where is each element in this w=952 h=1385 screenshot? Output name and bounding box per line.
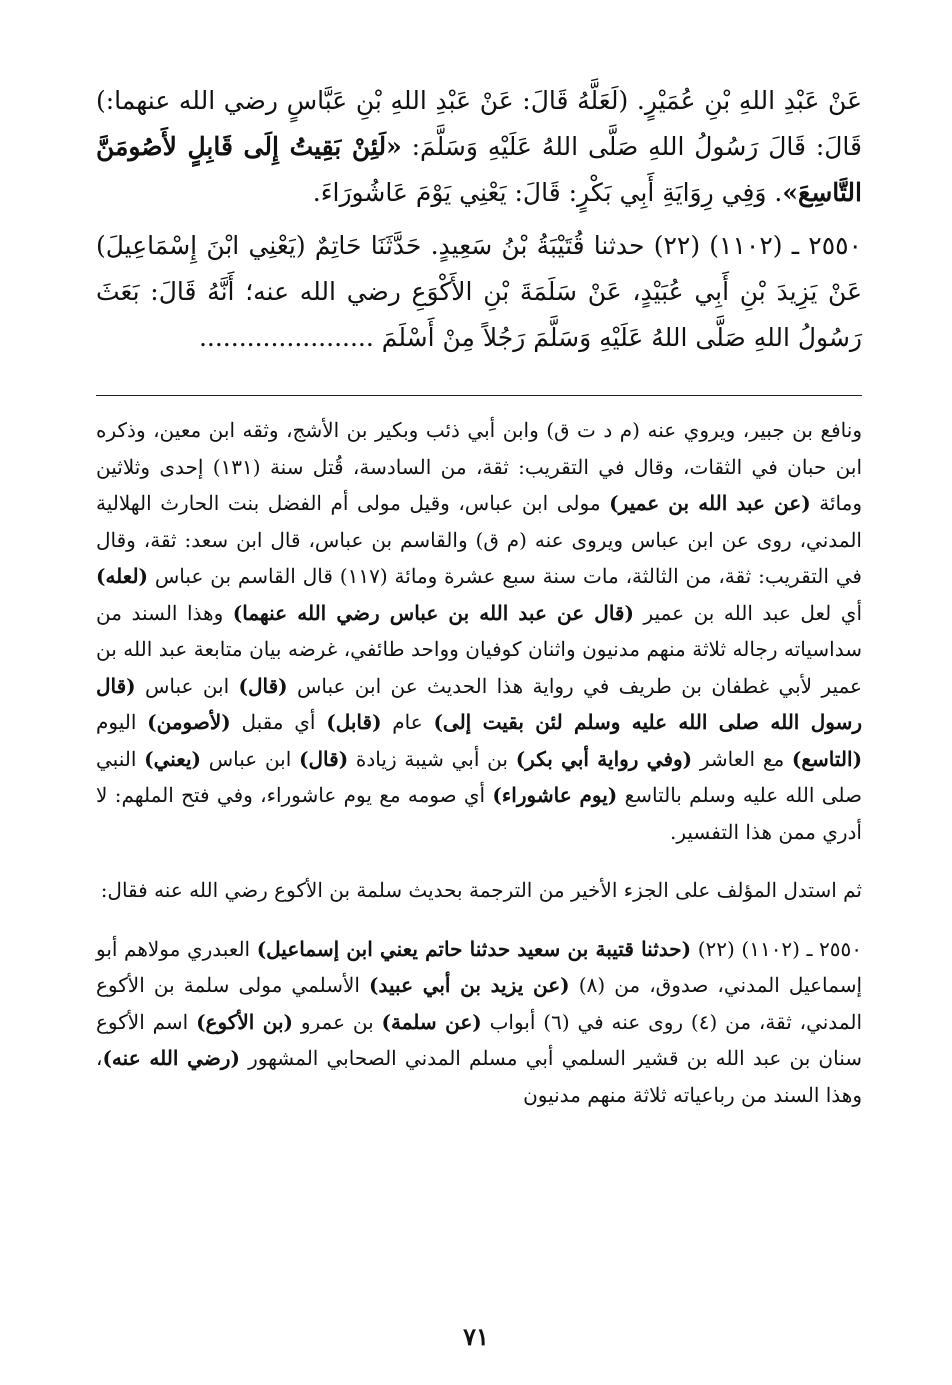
text-run-bold: (وفي رواية أبي بكر)	[515, 746, 693, 771]
footnote-divider	[96, 395, 862, 396]
text-run: مولى ابن عباس، وقيل مولى أم الفضل بنت الحارث الهلالية المدني، روى عن ابن عباس ويروى عنه (م ق) والقاسم بن عباس، قال ابن سعد: ثقة، وقال في التقريب: ثقة، من الثالثة، مات سنة سبع عشرة ومائة (١١٧) قال القاسم بن عباس	[96, 491, 862, 588]
text-run: مع العاشر	[692, 746, 792, 771]
text-run-bold: (التاسع)	[791, 746, 863, 771]
text-run: . وَفِي رِوَايَةِ أَبِي بَكْرٍ: قَالَ: يَعْنِي يَوْمَ عَاشُورَاءَ.	[312, 178, 783, 207]
text-run-bold: (لعله)	[96, 564, 149, 588]
text-run-bold: (بن الأكوع)	[196, 1009, 293, 1034]
text-run: ثم استدل المؤلف على الجزء الأخير من الترجمة بحديث سلمة بن الأكوع رضي الله عنه فقال:	[100, 878, 862, 902]
text-run: ابن عباس	[135, 673, 239, 698]
text-run: العبدري مولاهم أبو إسماعيل المدني، صدوق، من (٨)	[96, 936, 863, 997]
text-run: ٢٥٥٠ ـ (١١٠٢) (٢٢)	[691, 936, 862, 961]
commentary-paragraph-1	[96, 412, 862, 850]
text-run: أي لعل عبد الله بن عمير	[633, 600, 863, 625]
text-run-bold: (قال)	[299, 746, 349, 771]
commentary-paragraph-3	[96, 931, 862, 1114]
commentary-text	[96, 412, 862, 1113]
text-run-bold: (قال عن عبد الله بن عباس رضي الله عنهما)	[232, 600, 634, 625]
text-run: ٢٥٥٠ ـ (١١٠٢) (٢٢) حدثنا قُتَيْبَةُ بْنُ سَعِيدٍ. حَدَّثَنَا حَاتِمٌ (يَعْنِي ابْنَ إِسْمَاعِيلَ) عَنْ يَزِيدَ بْنِ أَبِي عُبَيْدٍ، عَنْ سَلَمَةَ بْنِ الأَكْوَعِ رضي الله عنه؛ أَنَّهُ قَالَ: بَعَثَ رَسُولُ اللهِ صَلَّى اللهُ عَلَيْهِ وَسَلَّمَ رَجُلاً مِنْ أَسْلَمَ ......................	[96, 231, 862, 352]
text-run-bold: «لَئِنْ بَقِيتُ إِلَى قَابِلٍ لأَصُومَنَّ التَّاسِعَ»	[96, 132, 862, 207]
text-run: عام	[381, 710, 434, 734]
text-run: النبي صلى الله عليه وسلم بالتاسع	[96, 746, 863, 807]
text-run: أي مقبل	[230, 710, 327, 734]
text-run: ونافع بن جبير، ويروي عنه (م د ت ق) وابن أبي ذئب وبكير بن الأشج، وثقه ابن معين، وذكره ابن حبان في الثقات، وقال في التقريب: ثقة، من السادسة، قُتل سنة (١٣١) إحدى وثلاثين ومائة	[96, 418, 863, 515]
text-run-bold: (عن سلمة)	[381, 1009, 482, 1034]
hadith-paragraph-2	[96, 223, 862, 361]
page-number: ٧١	[463, 1322, 489, 1351]
text-run-bold: (قال)	[238, 673, 288, 698]
text-run-bold: (يوم عاشوراء)	[492, 783, 618, 807]
text-run-bold: (قابل)	[326, 710, 382, 734]
hadith-paragraph-1	[96, 78, 862, 216]
text-run-bold: (عن عبد الله بن عمير)	[609, 491, 811, 515]
text-run-bold: (لأصومن)	[147, 710, 231, 734]
text-run: وهذا السند من سداسياته رجاله ثلاثة منهم مدنيون واثنان كوفيان وواحد طائفي، غرضه بيان متابعة عبد الله بن عمير لأبي غطفان بن طريف في رواية هذا الحديث عن ابن عباس	[96, 600, 862, 698]
text-run: الأسلمي مولى سلمة بن الأكوع المدني، ثقة، من (٤) روى عنه في (٦) أبواب	[96, 973, 863, 1034]
text-run: بن عمرو	[293, 1009, 382, 1034]
text-run: ، وهذا السند من رباعياته ثلاثة منهم مدنيون	[96, 1046, 862, 1107]
text-run: ابن عباس	[201, 746, 300, 771]
text-run: اسم الأكوع سنان بن عبد الله بن قشير السلمي أبي مسلم المدني الصحابي المشهور	[96, 1009, 862, 1070]
text-run-bold: (قال رسول الله صلى الله عليه وسلم لئن بقيت إلى)	[96, 673, 863, 734]
text-run: بن أبي شيبة زيادة	[348, 746, 516, 771]
text-run: اليوم	[96, 710, 148, 734]
text-run-bold: (عن يزيد بن أبي عبيد)	[369, 973, 570, 997]
text-run-bold: (رضي الله عنه)	[102, 1046, 240, 1070]
hadith-text	[96, 78, 862, 361]
text-run: أي صومه مع يوم عاشوراء، وفي فتح الملهم: لا أدري ممن هذا التفسير.	[96, 783, 862, 844]
text-run-bold: (يعني)	[144, 746, 201, 771]
commentary-paragraph-2	[96, 872, 862, 909]
text-run: عَنْ عَبْدِ اللهِ بْنِ عُمَيْرٍ. (لَعَلَّهُ قَالَ: عَنْ عَبْدِ اللهِ بْنِ عَبَّاسٍ رضي الله عنهما:) قَالَ: قَالَ رَسُولُ اللهِ صَلَّى اللهُ عَلَيْهِ وَسَلَّمَ:	[96, 86, 862, 161]
text-run-bold: (حدثنا قتيبة بن سعيد حدثنا حاتم يعني ابن إسماعيل)	[256, 936, 692, 961]
